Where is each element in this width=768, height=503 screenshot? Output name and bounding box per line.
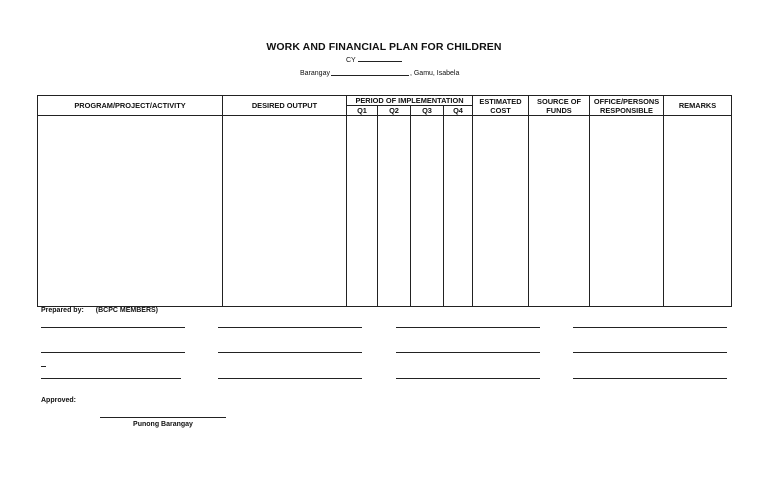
signature-line[interactable] (41, 378, 181, 379)
cell-output[interactable] (223, 116, 347, 307)
signature-line[interactable] (396, 378, 540, 379)
signature-line[interactable] (573, 352, 727, 353)
header-q1: Q1 (347, 106, 378, 116)
header-office-responsible: OFFICE/PERSONS RESPONSIBLE (590, 96, 664, 116)
bcpc-members-label: (BCPC MEMBERS) (95, 307, 159, 314)
header-program: PROGRAM/PROJECT/ACTIVITY (38, 96, 223, 116)
table-row (38, 116, 732, 307)
signature-line[interactable] (218, 352, 362, 353)
header-remarks: REMARKS (664, 96, 732, 116)
header-source-of-funds: SOURCE OF FUNDS (529, 96, 590, 116)
cell-q4[interactable] (444, 116, 473, 307)
signature-line[interactable] (573, 327, 727, 328)
cy-label: CY (346, 57, 356, 64)
signature-line[interactable] (396, 327, 540, 328)
cell-funds[interactable] (529, 116, 590, 307)
barangay-label: Barangay (300, 70, 330, 77)
document-title: WORK AND FINANCIAL PLAN FOR CHILDREN (266, 41, 502, 53)
prepared-by: Prepared by: (BCPC MEMBERS) (41, 307, 159, 314)
cell-office[interactable] (590, 116, 664, 307)
cell-program[interactable] (38, 116, 223, 307)
cell-cost[interactable] (473, 116, 529, 307)
barangay-field (300, 70, 459, 77)
header-desired-output: DESIRED OUTPUT (223, 96, 347, 116)
work-plan-table (37, 95, 732, 307)
cell-q2[interactable] (378, 116, 411, 307)
cell-remarks[interactable] (664, 116, 732, 307)
header-q2: Q2 (378, 106, 411, 116)
cy-field (346, 57, 402, 64)
punong-barangay-label: Punong Barangay (133, 421, 193, 428)
signature-line[interactable] (41, 327, 185, 328)
approver-signature-line[interactable] (100, 417, 226, 418)
signature-line[interactable] (41, 352, 185, 353)
header-q3: Q3 (411, 106, 444, 116)
dash-mark (41, 366, 46, 367)
header-estimated-cost: ESTIMATED COST (473, 96, 529, 116)
barangay-blank-line[interactable] (331, 75, 409, 76)
cell-q3[interactable] (411, 116, 444, 307)
header-q4: Q4 (444, 106, 473, 116)
signature-line[interactable] (218, 378, 362, 379)
signature-line[interactable] (573, 378, 727, 379)
cell-q1[interactable] (347, 116, 378, 307)
signature-line[interactable] (396, 352, 540, 353)
location-text: , Gamu, Isabela (409, 70, 460, 77)
cy-blank-line[interactable] (358, 61, 402, 62)
header-period: PERIOD OF IMPLEMENTATION (347, 96, 473, 106)
signature-line[interactable] (218, 327, 362, 328)
approved-label: Approved: (41, 397, 76, 404)
